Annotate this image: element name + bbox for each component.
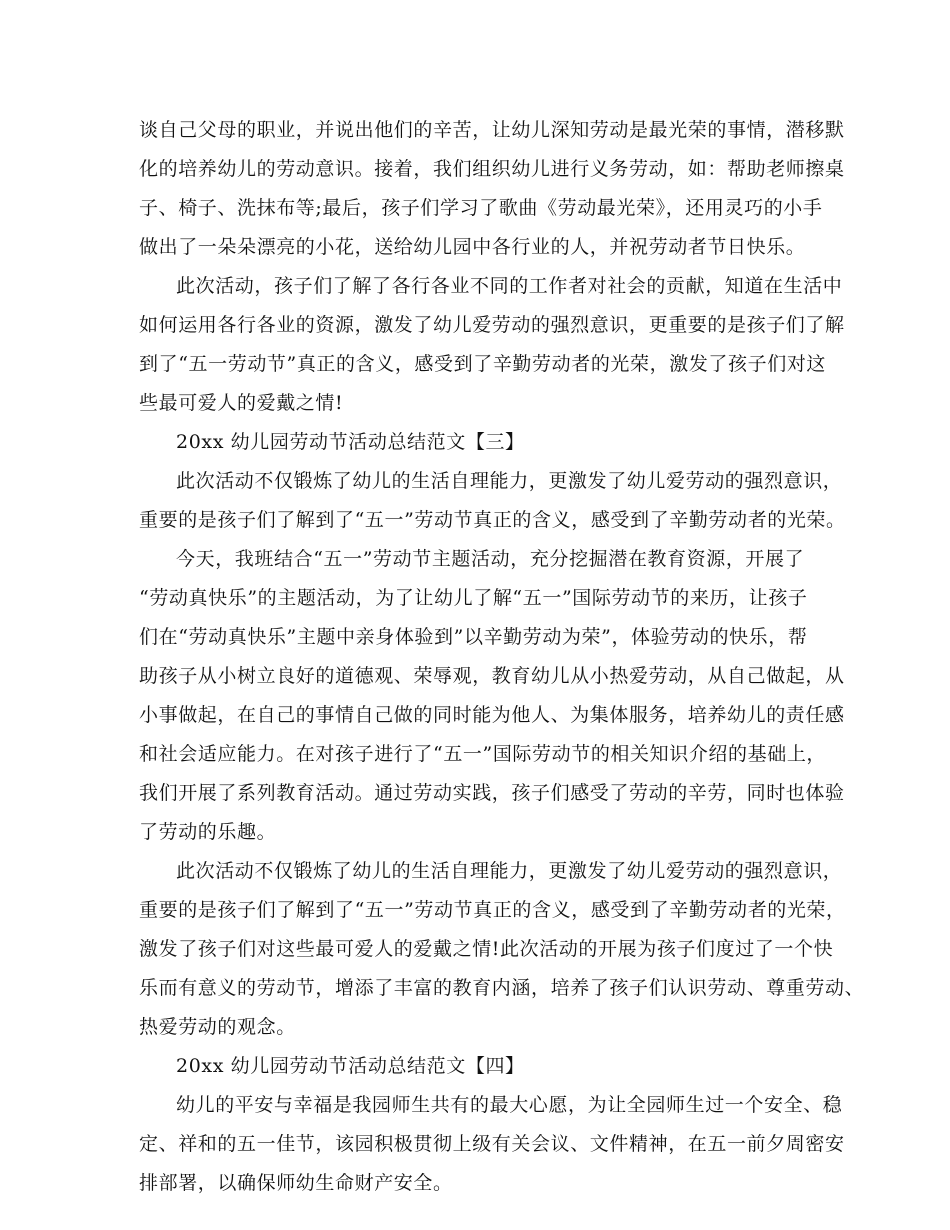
text-line: 些最可爱人的爱戴之情! bbox=[139, 392, 344, 414]
text-line: 做出了一朵朵漂亮的小花，送给幼儿园中各行业的人，并祝劳动者节日快乐。 bbox=[139, 236, 806, 258]
text-line: 小事做起，在自己的事情自己做的同时能为他人、为集体服务，培养幼儿的责任感 bbox=[139, 704, 845, 726]
text-line: 和社会适应能力。在对孩子进行了“五一”国际劳动节的相关知识介绍的基础上， bbox=[139, 743, 827, 765]
text-line: 重要的是孩子们了解到了“五一”劳动节真正的含义，感受到了辛勤劳动者的光荣， bbox=[139, 899, 846, 921]
text-line: 子、椅子、洗抹布等;最后，孩子们学习了歌曲《劳动最光荣》，还用灵巧的小手 bbox=[139, 197, 823, 219]
text-line: 了劳动的乐趣。 bbox=[139, 821, 277, 843]
text-line: 如何运用各行各业的资源，激发了幼儿爱劳动的强烈意识，更重要的是孩子们了解 bbox=[139, 314, 845, 336]
text-line: 到了“五一劳动节”真正的含义，感受到了辛勤劳动者的光荣，激发了孩子们对这 bbox=[139, 353, 827, 375]
text-line: 热爱劳动的观念。 bbox=[139, 1016, 296, 1038]
text-line: “劳动真快乐”的主题活动，为了让幼儿了解“五一”国际劳动节的来历，让孩子 bbox=[139, 587, 808, 609]
text-line: 谈自己父母的职业，并说出他们的辛苦，让幼儿深知劳动是最光荣的事情，潜移默 bbox=[139, 119, 845, 141]
paragraph-first-line: 此次活动不仅锻炼了幼儿的生活自理能力，更激发了幼儿爱劳动的强烈意识， bbox=[176, 470, 843, 492]
paragraph-first-line: 幼儿的平安与幸福是我园师生共有的最大心愿，为让全园师生过一个安全、稳 bbox=[176, 1094, 843, 1116]
text-line: 定、祥和的五一佳节，该园积极贯彻上级有关会议、文件精神，在五一前夕周密安 bbox=[139, 1133, 845, 1155]
text-line: 化的培养幼儿的劳动意识。接着，我们组织幼儿进行义务劳动，如：帮助老师擦桌 bbox=[139, 158, 845, 180]
text-line: 们在“劳动真快乐”主题中亲身体验到”以辛勤劳动为荣”，体验劳动的快乐，帮 bbox=[139, 626, 808, 648]
text-line: 重要的是孩子们了解到了“五一”劳动节真正的含义，感受到了辛勤劳动者的光荣。 bbox=[139, 509, 846, 531]
section-heading: 20xx 幼儿园劳动节活动总结范文【三】 bbox=[176, 431, 525, 453]
text-line: 排部署，以确保师幼生命财产安全。 bbox=[139, 1172, 453, 1194]
paragraph-first-line: 此次活动不仅锻炼了幼儿的生活自理能力，更激发了幼儿爱劳动的强烈意识， bbox=[176, 860, 843, 882]
text-line: 我们开展了系列教育活动。通过劳动实践，孩子们感受了劳动的辛劳，同时也体验 bbox=[139, 782, 845, 804]
text-line: 助孩子从小树立良好的道德观、荣辱观，教育幼儿从小热爱劳动，从自己做起，从 bbox=[139, 665, 845, 687]
section-heading: 20xx 幼儿园劳动节活动总结范文【四】 bbox=[176, 1055, 525, 1077]
text-line: 激发了孩子们对这些最可爱人的爱戴之情!此次活动的开展为孩子们度过了一个快 bbox=[139, 938, 834, 960]
paragraph-first-line: 此次活动，孩子们了解了各行各业不同的工作者对社会的贡献，知道在生活中 bbox=[176, 275, 843, 297]
paragraph-first-line: 今天，我班结合“五一”劳动节主题活动，充分挖掘潜在教育资源，开展了 bbox=[176, 548, 805, 570]
text-line: 乐而有意义的劳动节，增添了丰富的教育内涵，培养了孩子们认识劳动、尊重劳动、 bbox=[139, 977, 865, 999]
